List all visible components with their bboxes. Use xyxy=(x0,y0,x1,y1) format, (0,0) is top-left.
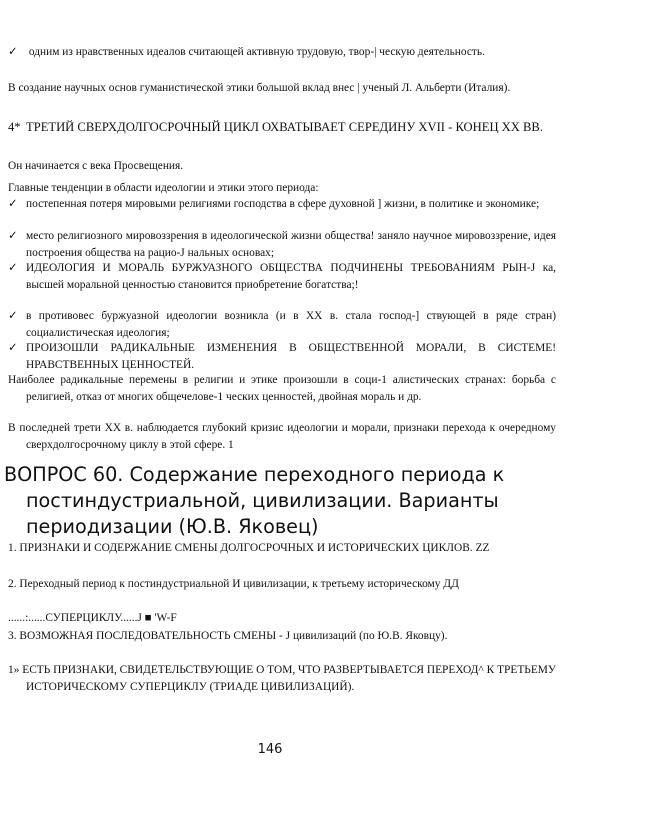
paragraph: Главные тенденции в области идеологии и этики этого периода: xyxy=(8,182,319,194)
bullet-paragraph: ✓ ИДЕОЛОГИЯ И МОРАЛЬ БУРЖУАЗНОГО ОБЩЕСТВА ПОДЧИНЕНЫ ТРЕБОВАНИЯМ РЫН-J ка, высшей моральной ценностью становится приобретение богатства;! xyxy=(8,262,556,291)
check-icon: ✓ xyxy=(8,46,18,58)
outline-item: 2. Переходный период к постиндустриальной И цивилизации, к третьему историческому ДД xyxy=(8,578,459,590)
page-number: 146 xyxy=(257,742,283,757)
bullet-paragraph: ✓ ПРОИЗОШЛИ РАДИКАЛЬНЫЕ ИЗМЕНЕНИЯ В ОБЩЕСТВЕННОЙ МОРАЛИ, В СИСТЕМЕ! НРАВСТВЕННЫХ ЦЕННОСТЕЙ. xyxy=(8,342,556,371)
bullet-paragraph: ✓ постепенная потеря мировыми религиями господства в сфере духовной ] жизни, в политике и экономике; xyxy=(8,196,556,213)
bullet-paragraph: ✓ место религиозного мировоззрения в идеологической жизни общества! заняло научное мировоззрение, идея построения общества на рацио-J нальных основах; xyxy=(8,230,556,259)
check-icon: ✓ xyxy=(8,262,18,274)
section-title: 4* ТРЕТИЙ СВЕРХДОЛГОСРОЧНЫЙ ЦИКЛ ОХВАТЫВАЕТ СЕРЕДИНУ XVII - КОНЕЦ XX ВВ. xyxy=(8,118,556,137)
outline-item: 1. ПРИЗНАКИ И СОДЕРЖАНИЕ СМЕНЫ ДОЛГОСРОЧНЫХ И ИСТОРИЧЕСКИХ ЦИКЛОВ. ZZ xyxy=(8,542,490,554)
paragraph: В последней трети XX в. наблюдается глубокий кризис идеологии и морали, признаки перехода к очередному сверхдолгосрочному циклу в этой сфере. 1 xyxy=(8,422,556,451)
check-icon: ✓ xyxy=(8,342,18,354)
check-icon: ✓ xyxy=(8,198,18,210)
outline-item: ......:......СУПЕРЦИКЛУ......J ■ 'W-F xyxy=(8,612,177,624)
outline-item: 1» ЕСТЬ ПРИЗНАКИ, СВИДЕТЕЛЬСТВУЮЩИЕ О ТОМ, ЧТО РАЗВЕРТЫВАЕТСЯ ПЕРЕХОД^ К ТРЕТЬЕМУ ИСТОРИЧЕСКОМУ СУПЕРЦИКЛУ (ТРИАДЕ ЦИВИЛИЗАЦИЙ). xyxy=(8,664,556,693)
bullet-paragraph: ✓ в противовес буржуазной идеологии возникла (и в XX в. стала господ-] ствующей в ряде стран) социалистическая идеология; xyxy=(8,310,556,339)
section-marker: 4* xyxy=(8,120,21,134)
paragraph: Наиболее радикальные перемены в религии и этике произошли в соци-1 алистических странах: борьба с религией, отказ от многих общечелове-1 ческих ценностей, двойная мораль и др. xyxy=(8,374,556,403)
paragraph: Он начинается с века Просвещения. xyxy=(8,160,184,172)
bullet-paragraph: ✓ одним из нравственных идеалов считающей активную трудовую, твор-| ческую деятельность. xyxy=(8,44,556,61)
check-icon: ✓ xyxy=(8,310,18,322)
check-icon: ✓ xyxy=(8,230,18,242)
outline-item: 3. ВОЗМОЖНАЯ ПОСЛЕДОВАТЕЛЬНОСТЬ СМЕНЫ - J цивилизаций (по Ю.В. Яковцу). xyxy=(8,630,448,642)
paragraph: В создание научных основ гуманистической этики большой вклад внес | ученый Л. Альберти (Италия). xyxy=(8,82,511,94)
question-heading: ВОПРОС 60. Содержание переходного периода к постиндустриальной, цивилизации. Варианты периодизации (Ю.В. Яковец) xyxy=(4,463,505,538)
